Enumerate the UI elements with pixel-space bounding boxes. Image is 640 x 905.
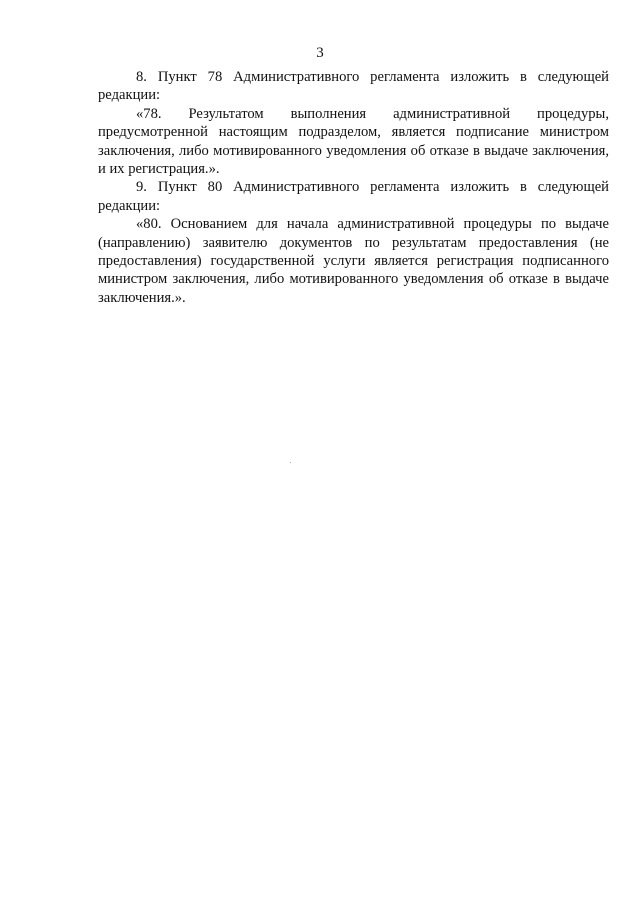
paragraph-item-8: 8. Пункт 78 Административного регламента изложить в следующей редакции: (98, 69, 609, 104)
paragraph-quote-78: «78. Результатом выполнения административной процедуры, предусмотренной настоящим подразделом, является подписание министром заключения, либо мотивированного уведомления об отказе в выдаче заключения, и их регистрация.». (98, 105, 609, 178)
paragraph-item-9: 9. Пункт 80 Административного регламента изложить в следующей редакции: (98, 179, 609, 214)
page-number: 3 (316, 45, 324, 61)
document-body (98, 68, 609, 307)
paragraph-quote-80: «80. Основанием для начала административной процедуры по выдаче (направлению) заявителю документов по результатам предоставления (не предоставления) государственной услуги является регистрация подписанного министром заключения, либо мотивированного уведомления об отказе в выдаче заключения.». (98, 216, 609, 306)
scan-speck (290, 462, 291, 463)
